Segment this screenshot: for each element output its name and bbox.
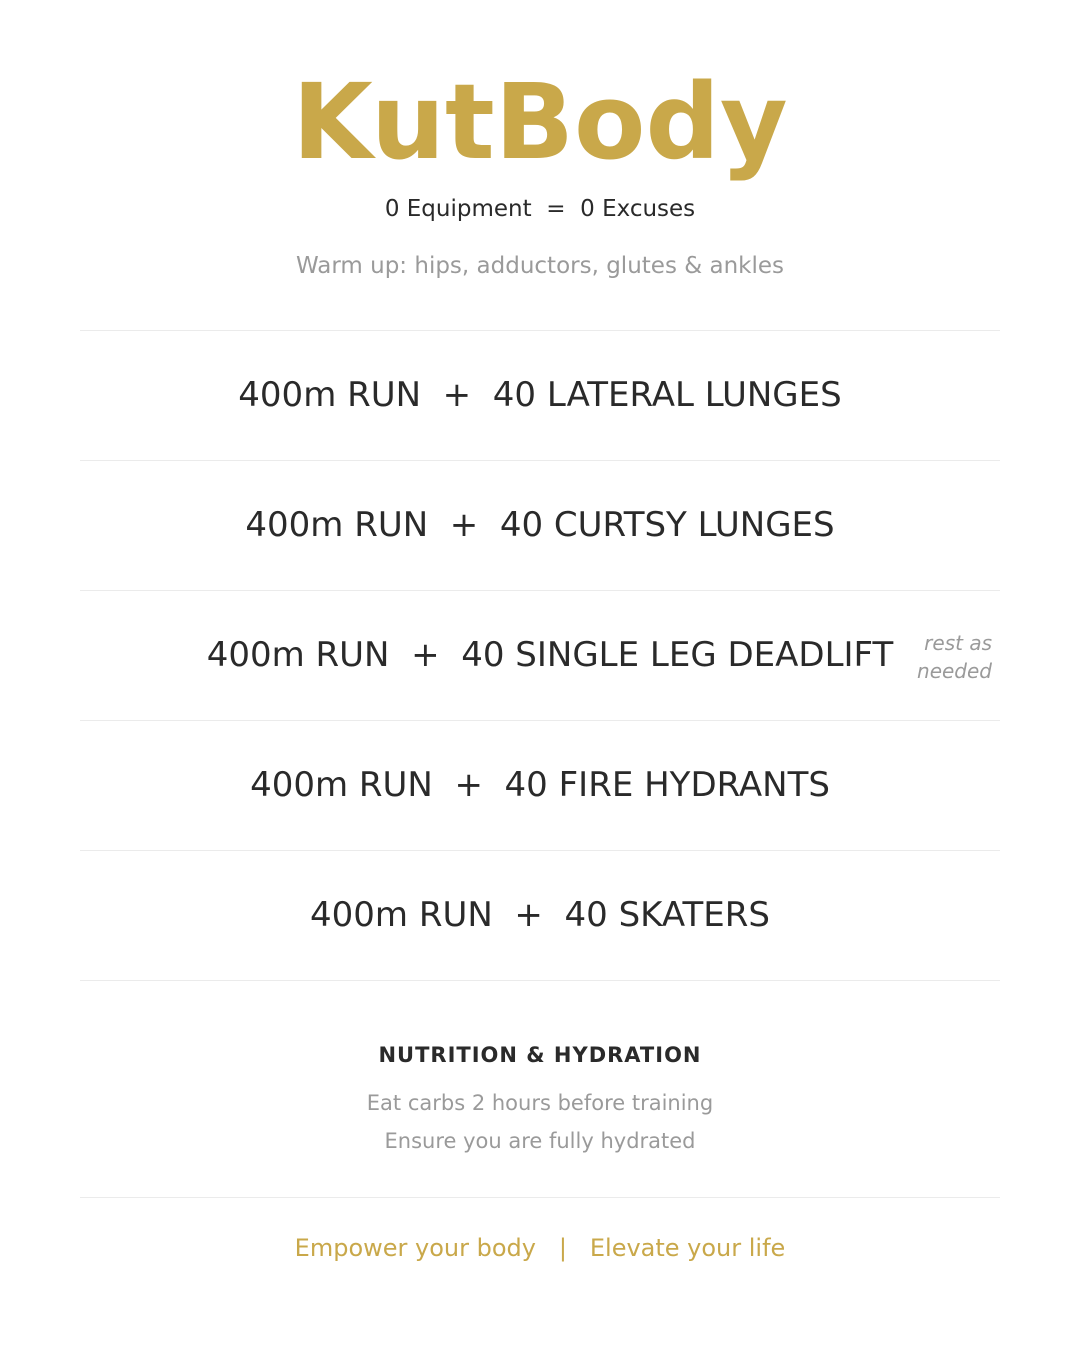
nutrition-line-1: Eat carbs 2 hours before training xyxy=(366,1091,714,1115)
exercise-row-2 xyxy=(80,461,1000,590)
brand-tagline: 0 Equipment = 0 Excuses xyxy=(384,196,696,222)
exercise-row-5 xyxy=(80,851,1000,980)
exercise-text: 400m RUN + 40 SKATERS xyxy=(310,895,770,935)
rest-note-line-1: rest as xyxy=(924,631,992,655)
divider xyxy=(80,1197,1000,1198)
rest-note-line-2: needed xyxy=(917,659,992,683)
exercise-row-3 xyxy=(80,591,1000,720)
exercise-row-4 xyxy=(80,721,1000,850)
warmup-instruction: Warm up: hips, adductors, glutes & ankles xyxy=(296,253,784,279)
footer-slogan-right: Elevate your life xyxy=(589,1234,786,1262)
footer-separator: | xyxy=(558,1234,567,1262)
footer-slogan xyxy=(0,1232,1080,1264)
nutrition-line-2: Ensure you are fully hydrated xyxy=(384,1129,696,1153)
nutrition-title: NUTRITION & HYDRATION xyxy=(378,1043,702,1067)
exercise-text: 400m RUN + 40 SINGLE LEG DEADLIFT xyxy=(206,635,894,675)
exercise-row-1 xyxy=(80,331,1000,460)
rest-note xyxy=(902,629,992,685)
exercise-text: 400m RUN + 40 FIRE HYDRANTS xyxy=(250,765,830,805)
exercise-text: 400m RUN + 40 LATERAL LUNGES xyxy=(238,375,842,415)
footer-slogan-left: Empower your body xyxy=(294,1234,536,1262)
brand-logo-text: KutBody xyxy=(292,61,788,183)
divider xyxy=(80,980,1000,981)
exercise-text: 400m RUN + 40 CURTSY LUNGES xyxy=(245,505,835,545)
